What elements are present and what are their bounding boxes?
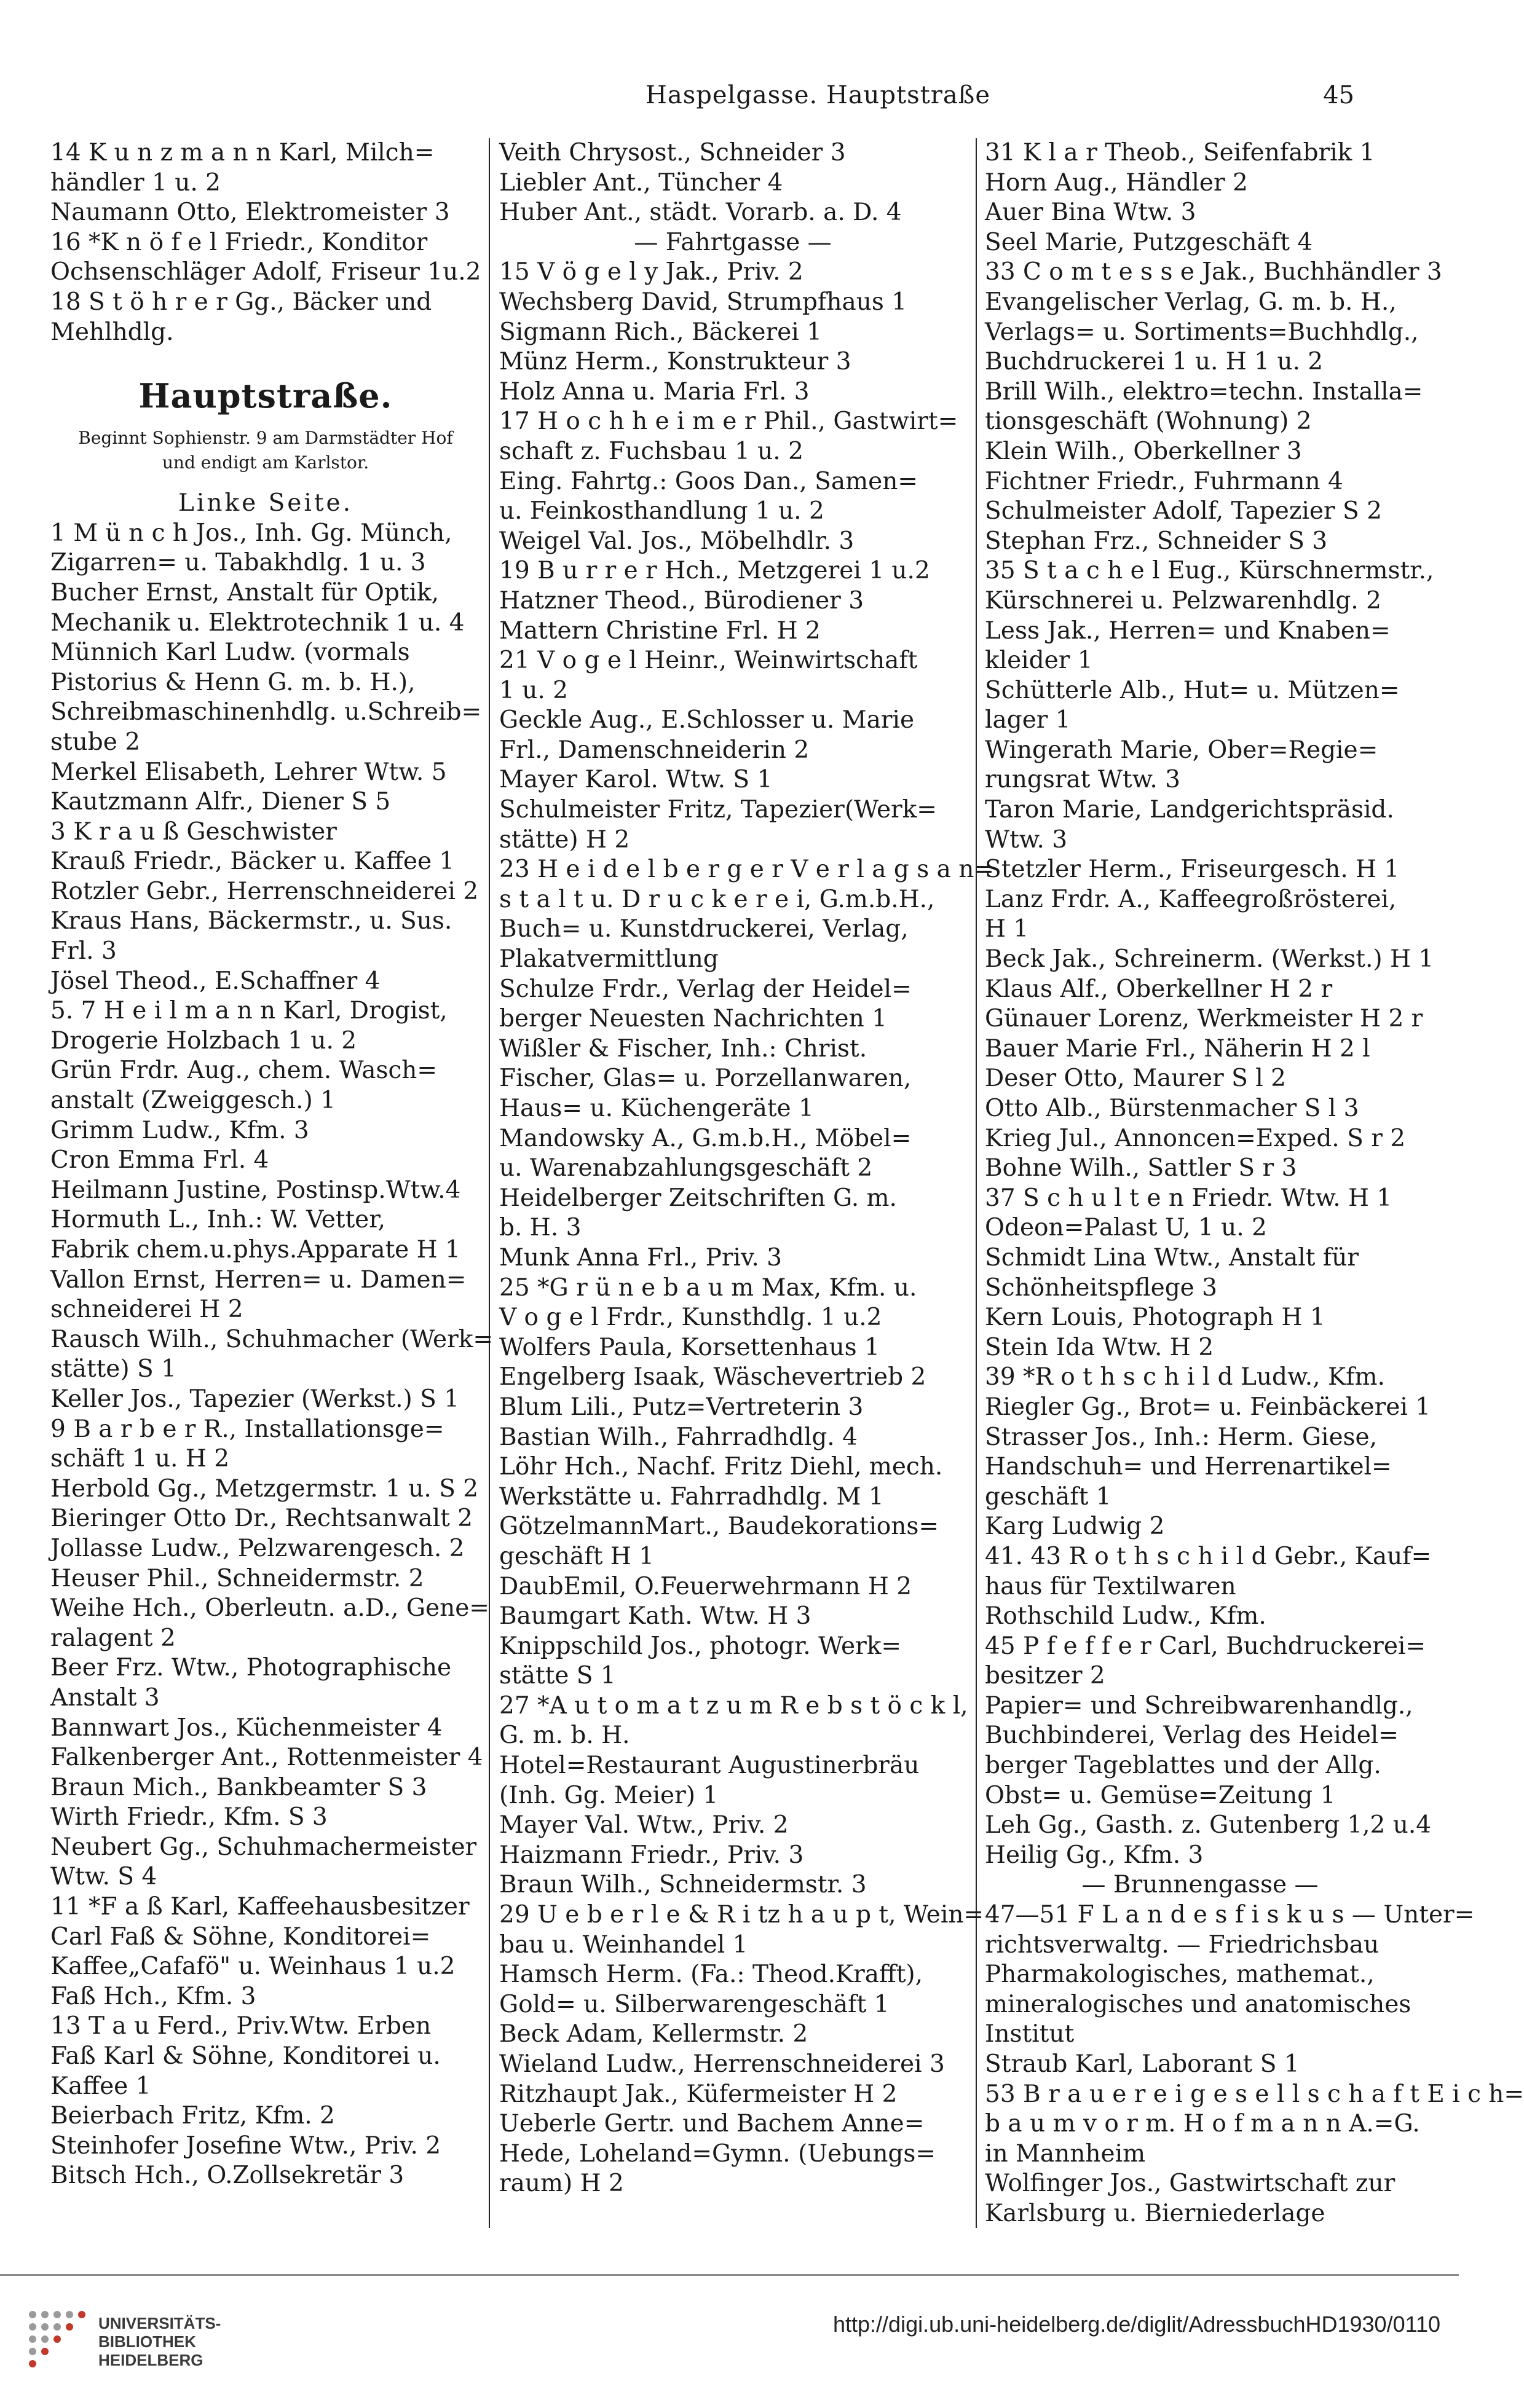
directory-line: Haizmann Friedr., Priv. 3 <box>499 1841 804 1869</box>
directory-line: Obst= u. Gemüse=Zeitung 1 <box>985 1781 1336 1809</box>
directory-line: Brill Wilh., elektro=techn. Installa= <box>985 377 1423 406</box>
directory-line: 39 *R o t h s c h i l d Ludw., Kfm. <box>985 1363 1385 1391</box>
directory-line: Bauer Marie Frl., Näherin H 2 l <box>985 1034 1370 1063</box>
directory-line: 14 K u n z m a n n Karl, Milch= <box>50 139 435 167</box>
directory-line: 3 K r a u ß Geschwister <box>50 817 337 846</box>
directory-line: 33 C o m t e s s e Jak., Buchhändler 3 <box>985 258 1442 286</box>
directory-line: raum) H 2 <box>499 2170 624 2198</box>
directory-line: Haus= u. Küchengeräte 1 <box>499 1095 814 1122</box>
directory-line: Ueberle Gertr. und Bachem Anne= <box>499 2110 925 2138</box>
directory-line: G. m. b. H. <box>499 1721 630 1750</box>
directory-line: schneiderei H 2 <box>50 1296 243 1324</box>
directory-line: Wißler & Fischer, Inh.: Christ. <box>499 1034 867 1063</box>
directory-line: Knippschild Jos., photogr. Werk= <box>499 1632 902 1660</box>
directory-line: Ritzhaupt Jak., Küfermeister H 2 <box>499 2080 898 2108</box>
directory-line: Neubert Gg., Schuhmachermeister <box>50 1833 477 1861</box>
directory-line: Beer Frz. Wtw., Photographische <box>50 1654 452 1682</box>
column-2 <box>499 138 995 2228</box>
directory-line: 9 B a r b e r R., Installationsge= <box>50 1415 444 1443</box>
directory-line: Engelberg Isaak, Wäschevertrieb 2 <box>499 1363 926 1391</box>
directory-line: Beck Jak., Schreinerm. (Werkst.) H 1 <box>985 945 1434 974</box>
directory-line: Grün Frdr. Aug., chem. Wasch= <box>50 1056 438 1085</box>
directory-line: 27 *A u t o m a t z u m R e b s t ö c k l, <box>499 1691 968 1720</box>
directory-line: Bastian Wilh., Fahrradhdlg. 4 <box>499 1423 858 1451</box>
directory-line: bau u. Weinhandel 1 <box>499 1930 748 1959</box>
directory-line: Heilmann Justine, Postinsp.Wtw.4 <box>50 1176 461 1204</box>
page-header <box>0 74 1459 123</box>
directory-line: Schulmeister Adolf, Tapezier S 2 <box>985 497 1382 525</box>
directory-line: Mattern Christine Frl. H 2 <box>499 616 821 645</box>
directory-line: berger Neuesten Nachrichten 1 <box>499 1005 887 1033</box>
directory-line: Krauß Friedr., Bäcker u. Kaffee 1 <box>50 848 455 876</box>
directory-line: Klein Wilh., Oberkellner 3 <box>985 437 1302 465</box>
directory-line: Braun Wilh., Schneidermstr. 3 <box>499 1871 867 1899</box>
directory-line: in Mannheim <box>985 2139 1146 2168</box>
directory-line: Seel Marie, Putzgeschäft 4 <box>985 228 1313 256</box>
directory-line: 29 U e b e r l e & R i tz h a u p t, Wein= <box>499 1901 984 1929</box>
directory-line: 19 B u r r e r Hch., Metzgerei 1 u.2 <box>499 557 930 585</box>
directory-line: Bannwart Jos., Küchenmeister 4 <box>50 1714 443 1742</box>
directory-line: 1 M ü n c h Jos., Inh. Gg. Münch, <box>50 519 452 547</box>
col3-entries-a <box>985 138 1442 1870</box>
directory-line: Hamsch Herm. (Fa.: Theod.Krafft), <box>499 1961 923 1989</box>
directory-line: u. Warenabzahlungsgeschäft 2 <box>499 1154 873 1182</box>
directory-line: Hede, Loheland=Gymn. (Uebungs= <box>499 2139 936 2168</box>
directory-line: Deser Otto, Maurer S l 2 <box>985 1064 1286 1093</box>
directory-line: Wieland Ludw., Herrenschneiderei 3 <box>499 2050 945 2078</box>
directory-line: Karg Ludwig 2 <box>985 1513 1165 1541</box>
directory-line: Wingerath Marie, Ober=Regie= <box>985 736 1378 764</box>
directory-line: Pistorius & Henn G. m. b. H.), <box>50 668 416 696</box>
directory-line: Faß Hch., Kfm. 3 <box>50 1982 256 2010</box>
directory-line: Less Jak., Herren= und Knaben= <box>985 616 1391 645</box>
directory-line: Bucher Ernst, Anstalt für Optik, <box>50 578 440 607</box>
side-label: Linke Seite. <box>178 489 353 517</box>
directory-line: Schmidt Lina Wtw., Anstalt für <box>985 1243 1359 1272</box>
directory-line: Wirth Friedr., Kfm. S 3 <box>50 1803 328 1832</box>
directory-line: Kaffee 1 <box>50 2072 151 2100</box>
directory-line: Kautzmann Alfr., Diener S 5 <box>50 788 391 816</box>
directory-line: tionsgeschäft (Wohnung) 2 <box>985 407 1312 436</box>
directory-line: Kraus Hans, Bäckermstr., u. Sus. <box>50 907 452 935</box>
directory-line: Kern Louis, Photograph H 1 <box>985 1304 1325 1332</box>
directory-line: V o g e l Frdr., Kunsthdlg. 1 u.2 <box>499 1304 882 1332</box>
directory-line: stätte S 1 <box>499 1662 616 1690</box>
directory-line: Rothschild Ludw., Kfm. <box>985 1602 1266 1631</box>
directory-line: (Inh. Gg. Meier) 1 <box>499 1781 719 1809</box>
directory-line: Anstalt 3 <box>50 1683 160 1712</box>
directory-line: Mandowsky A., G.m.b.H., Möbel= <box>499 1124 912 1152</box>
directory-line: GötzelmannMart., Baudekorations= <box>499 1513 939 1541</box>
directory-line: 53 B r a u e r e i g e s e l l s c h a f t E i c h= <box>985 2080 1524 2108</box>
directory-line: stätte) S 1 <box>50 1355 176 1383</box>
directory-line: besitzer 2 <box>985 1662 1105 1690</box>
directory-line: Naumann Otto, Elektromeister 3 <box>50 199 450 227</box>
directory-line: Steinhofer Josefine Wtw., Priv. 2 <box>50 2131 441 2160</box>
directory-line: lager 1 <box>985 706 1071 734</box>
col3-entries-b <box>985 1900 1524 2229</box>
directory-line: 11 *F a ß Karl, Kaffeehausbesitzer <box>50 1893 470 1921</box>
directory-line: s t a l t u. D r u c k e r e i, G.m.b.H., <box>499 885 935 913</box>
directory-line: Heilig Gg., Kfm. 3 <box>985 1841 1204 1869</box>
directory-line: Stephan Frz., Schneider S 3 <box>985 527 1328 555</box>
directory-line: 45 P f e f f e r Carl, Buchdruckerei= <box>985 1632 1426 1660</box>
directory-line: Odeon=Palast U, 1 u. 2 <box>985 1214 1267 1242</box>
col2-entries-a <box>499 138 966 228</box>
directory-line: Hatzner Theod., Bürodiener 3 <box>499 586 864 615</box>
directory-line: Plakatvermittlung <box>499 945 719 974</box>
directory-line: Auer Bina Wtw. 3 <box>985 199 1196 227</box>
directory-line: mineralogisches und anatomisches <box>985 1990 1411 2018</box>
directory-line: Weihe Hch., Oberleutn. a.D., Gene= <box>50 1594 489 1623</box>
library-name-line: HEIDELBERG <box>98 2351 203 2369</box>
directory-line: 16 *K n ö f e l Friedr., Konditor <box>50 228 428 256</box>
directory-line: Klaus Alf., Oberkellner H 2 r <box>985 975 1333 1003</box>
directory-line: berger Tageblattes und der Allg. <box>985 1752 1381 1780</box>
column-3 <box>985 138 1524 2228</box>
directory-line: b. H. 3 <box>499 1214 582 1242</box>
directory-line: b a u m v o r m. H o f m a n n A.=G. <box>985 2110 1420 2138</box>
directory-line: 17 H o c h h e i m e r Phil., Gastwirt= <box>499 407 958 436</box>
column-divider-1 <box>489 138 490 2228</box>
library-name <box>98 2314 221 2369</box>
directory-line: Grimm Ludw., Kfm. 3 <box>50 1116 309 1144</box>
directory-line: Papier= und Schreibwarenhandlg., <box>985 1691 1413 1720</box>
page-number: 45 <box>1323 81 1354 109</box>
directory-line: u. Feinkosthandlung 1 u. 2 <box>499 497 824 525</box>
text-columns <box>50 138 1524 2228</box>
directory-line: Buch= u. Kunstdruckerei, Verlag, <box>499 915 909 943</box>
directory-line: Baumgart Kath. Wtw. H 3 <box>499 1602 811 1631</box>
directory-line: haus für Textilwaren <box>985 1572 1236 1600</box>
directory-line: Vallon Ernst, Herren= u. Damen= <box>50 1265 467 1294</box>
directory-line: Schütterle Alb., Hut= u. Mützen= <box>985 676 1400 704</box>
directory-line: Wolfers Paula, Korsettenhaus 1 <box>499 1333 880 1361</box>
directory-line: Wolfinger Jos., Gastwirtschaft zur <box>985 2170 1396 2198</box>
directory-line: händler 1 u. 2 <box>50 168 221 197</box>
directory-line: Huber Ant., städt. Vorarb. a. D. 4 <box>499 199 902 227</box>
directory-line: 18 S t ö h r e r Gg., Bäcker und <box>50 288 432 316</box>
library-name-line: UNIVERSITÄTS- <box>98 2314 221 2332</box>
street-note <box>50 426 481 475</box>
directory-line: 15 V ö g e l y Jak., Priv. 2 <box>499 258 803 286</box>
directory-line: Buchdruckerei 1 u. H 1 u. 2 <box>985 348 1324 376</box>
directory-line: Fichtner Friedr., Fuhrmann 4 <box>985 467 1343 495</box>
directory-line: Karlsburg u. Bierniederlage <box>985 2199 1325 2227</box>
directory-line: Kürschnerei u. Pelzwarenhdlg. 2 <box>985 586 1381 615</box>
university-library-logo-icon <box>23 2305 91 2373</box>
directory-line: 37 S c h u l t e n Friedr. Wtw. H 1 <box>985 1184 1392 1212</box>
directory-line: Mayer Val. Wtw., Priv. 2 <box>499 1811 789 1839</box>
directory-line: Schulmeister Fritz, Tapezier(Werk= <box>499 796 937 824</box>
directory-line: Evangelischer Verlag, G. m. b. H., <box>985 288 1397 316</box>
col1-entries-b <box>50 519 494 2191</box>
directory-line: Münz Herm., Konstrukteur 3 <box>499 348 851 376</box>
directory-line: schaft z. Fuchsbau 1 u. 2 <box>499 437 803 465</box>
directory-line: Mechanik u. Elektrotechnik 1 u. 4 <box>50 608 465 637</box>
col2-entries-b <box>499 258 995 2199</box>
directory-line: Zigarren= u. Tabakhdlg. 1 u. 3 <box>50 549 426 577</box>
directory-line: geschäft 1 <box>985 1482 1111 1511</box>
directory-line: Drogerie Holzbach 1 u. 2 <box>50 1026 357 1055</box>
directory-line: Keller Jos., Tapezier (Werkst.) S 1 <box>50 1385 460 1413</box>
directory-line: anstalt (Zweiggesch.) 1 <box>50 1087 336 1115</box>
directory-line: Gold= u. Silberwarengeschäft 1 <box>499 1990 890 2018</box>
directory-line: ralagent 2 <box>50 1624 176 1652</box>
directory-line: Faß Karl & Söhne, Konditorei u. <box>50 2042 441 2071</box>
directory-line: Jollasse Ludw., Pelzwarengesch. 2 <box>50 1534 465 1562</box>
directory-line: stätte) H 2 <box>499 825 630 854</box>
directory-line: Ochsenschläger Adolf, Friseur 1u.2 <box>50 258 481 286</box>
directory-line: Otto Alb., Bürstenmacher S l 3 <box>985 1095 1359 1122</box>
directory-line: Institut <box>985 2020 1075 2048</box>
directory-line: Strasser Jos., Inh.: Herm. Giese, <box>985 1423 1378 1451</box>
directory-line: Münnich Karl Ludw. (vormals <box>50 639 410 667</box>
directory-line: Rotzler Gebr., Herrenschneiderei 2 <box>50 877 479 905</box>
directory-line: Lanz Frdr. A., Kaffeegroßrösterei, <box>985 885 1397 913</box>
directory-line: Fischer, Glas= u. Porzellanwaren, <box>499 1064 912 1093</box>
directory-line: Löhr Hch., Nachf. Fritz Diehl, mech. <box>499 1453 943 1481</box>
directory-line: Beck Adam, Kellermstr. 2 <box>499 2020 808 2048</box>
col1-entries-a <box>50 138 481 347</box>
directory-line: Schönheitspflege 3 <box>985 1273 1217 1302</box>
directory-line: Jösel Theod., E.Schaffner 4 <box>50 967 381 995</box>
library-name-line: BIBLIOTHEK <box>98 2332 196 2351</box>
directory-line: Pharmakologisches, mathemat., <box>985 1961 1375 1989</box>
directory-line: Stetzler Herm., Friseurgesch. H 1 <box>985 856 1400 884</box>
directory-line: 41. 43 R o t h s c h i l d Gebr., Kauf= <box>985 1542 1432 1570</box>
directory-line: Munk Anna Frl., Priv. 3 <box>499 1243 782 1272</box>
running-head: Haspelgasse. Hauptstraße <box>646 81 991 109</box>
directory-line: geschäft H 1 <box>499 1542 654 1570</box>
directory-line: schäft 1 u. H 2 <box>50 1445 230 1473</box>
directory-line: Beginnt Sophienstr. 9 am Darmstädter Hof <box>78 428 453 449</box>
directory-line: richtsverwaltg. — Friedrichsbau <box>985 1930 1380 1959</box>
section-heading-hauptstrasse: Hauptstraße. <box>138 376 393 416</box>
directory-line: Fabrik chem.u.phys.Apparate H 1 <box>50 1236 460 1264</box>
directory-line: Mehlhdlg. <box>50 318 174 346</box>
directory-line: Liebler Ant., Tüncher 4 <box>499 168 783 197</box>
directory-line: Werkstätte u. Fahrradhdlg. M 1 <box>499 1482 884 1511</box>
directory-line: 47—51 F L a n d e s f i s k u s — Unter= <box>985 1901 1475 1929</box>
directory-line: Günauer Lorenz, Werkmeister H 2 r <box>985 1005 1423 1033</box>
directory-line: rungsrat Wtw. 3 <box>985 766 1180 794</box>
directory-line: Bohne Wilh., Sattler S r 3 <box>985 1154 1297 1182</box>
directory-line: Schreibmaschinenhdlg. u.Schreib= <box>50 698 482 726</box>
directory-line: Eing. Fahrtg.: Goos Dan., Samen= <box>499 467 918 495</box>
directory-line: Veith Chrysost., Schneider 3 <box>499 139 846 167</box>
directory-line: 23 H e i d e l b e r g e r V e r l a g s a n= <box>499 856 995 884</box>
directory-line: Mayer Karol. Wtw. S 1 <box>499 766 773 794</box>
directory-line: Hormuth L., Inh.: W. Vetter, <box>50 1206 385 1234</box>
directory-line: Handschuh= und Herrenartikel= <box>985 1453 1392 1481</box>
directory-line: Merkel Elisabeth, Lehrer Wtw. 5 <box>50 758 447 786</box>
directory-line: Heidelberger Zeitschriften G. m. <box>499 1184 897 1212</box>
directory-line: Rausch Wilh., Schuhmacher (Werk= <box>50 1325 494 1353</box>
directory-line: 1 u. 2 <box>499 676 568 704</box>
directory-line: Carl Faß & Söhne, Konditorei= <box>50 1922 431 1951</box>
directory-line: kleider 1 <box>985 647 1093 675</box>
directory-line: Kaffee„Cafafö" u. Weinhaus 1 u.2 <box>50 1953 456 1981</box>
directory-line: Frl. 3 <box>50 937 117 966</box>
source-url-link[interactable]: http://digi.ub.uni-heidelberg.de/diglit/AdressbuchHD1930/0110 <box>833 2312 1440 2337</box>
directory-line: Geckle Aug., E.Schlosser u. Marie <box>499 706 915 734</box>
section-fahrtgasse: — Fahrtgasse — <box>634 228 832 256</box>
directory-line: Stein Ida Wtw. H 2 <box>985 1333 1214 1361</box>
directory-line: Heuser Phil., Schneidermstr. 2 <box>50 1564 424 1592</box>
directory-line: Herbold Gg., Metzgermstr. 1 u. S 2 <box>50 1474 479 1503</box>
directory-line: Frl., Damenschneiderin 2 <box>499 736 810 764</box>
directory-line: Sigmann Rich., Bäckerei 1 <box>499 318 822 346</box>
directory-line: und endigt am Karlstor. <box>162 452 369 473</box>
section-brunnengasse: — Brunnengasse — <box>1081 1871 1319 1899</box>
directory-line: Bitsch Hch., O.Zollsekretär 3 <box>50 2162 405 2190</box>
directory-line: Wechsberg David, Strumpfhaus 1 <box>499 288 907 316</box>
directory-line: Taron Marie, Landgerichtspräsid. <box>985 796 1394 824</box>
directory-line: Beierbach Fritz, Kfm. 2 <box>50 2102 335 2130</box>
directory-line: Cron Emma Frl. 4 <box>50 1146 269 1174</box>
directory-line: Leh Gg., Gasth. z. Gutenberg 1,2 u.4 <box>985 1811 1432 1839</box>
directory-line: Weigel Val. Jos., Möbelhdlr. 3 <box>499 527 855 555</box>
directory-line: Schulze Frdr., Verlag der Heidel= <box>499 975 912 1003</box>
directory-line: Krieg Jul., Annoncen=Exped. S r 2 <box>985 1124 1406 1152</box>
directory-line: 21 V o g e l Heinr., Weinwirtschaft <box>499 647 918 675</box>
directory-line: 25 *G r ü n e b a u m Max, Kfm. u. <box>499 1273 917 1302</box>
directory-line: Buchbinderei, Verlag des Heidel= <box>985 1721 1399 1750</box>
directory-line: Verlags= u. Sortiments=Buchhdlg., <box>985 318 1419 346</box>
page-footer <box>0 2274 1459 2408</box>
directory-line: Falkenberger Ant., Rottenmeister 4 <box>50 1744 483 1772</box>
directory-line: Braun Mich., Bankbeamter S 3 <box>50 1773 427 1801</box>
directory-line: Horn Aug., Händler 2 <box>985 168 1248 197</box>
directory-line: Riegler Gg., Brot= u. Feinbäckerei 1 <box>985 1393 1431 1421</box>
directory-line: 13 T a u Ferd., Priv.Wtw. Erben <box>50 2012 432 2040</box>
directory-line: DaubEmil, O.Feuerwehrmann H 2 <box>499 1572 912 1600</box>
directory-line: Bieringer Otto Dr., Rechtsanwalt 2 <box>50 1505 473 1533</box>
directory-line: Blum Lili., Putz=Vertreterin 3 <box>499 1393 864 1421</box>
directory-line: 35 S t a c h e l Eug., Kürschnermstr., <box>985 557 1434 585</box>
directory-line: 5. 7 H e i l m a n n Karl, Drogist, <box>50 997 448 1025</box>
directory-line: Wtw. 3 <box>985 825 1068 854</box>
directory-line: stube 2 <box>50 728 141 756</box>
directory-line: 31 K l a r Theob., Seifenfabrik 1 <box>985 139 1375 167</box>
directory-line: Wtw. S 4 <box>50 1863 157 1891</box>
directory-line: Straub Karl, Laborant S 1 <box>985 2050 1300 2078</box>
column-1 <box>50 138 494 2228</box>
directory-line: Holz Anna u. Maria Frl. 3 <box>499 377 810 406</box>
directory-line: H 1 <box>985 915 1029 943</box>
directory-line: Hotel=Restaurant Augustinerbräu <box>499 1752 920 1780</box>
